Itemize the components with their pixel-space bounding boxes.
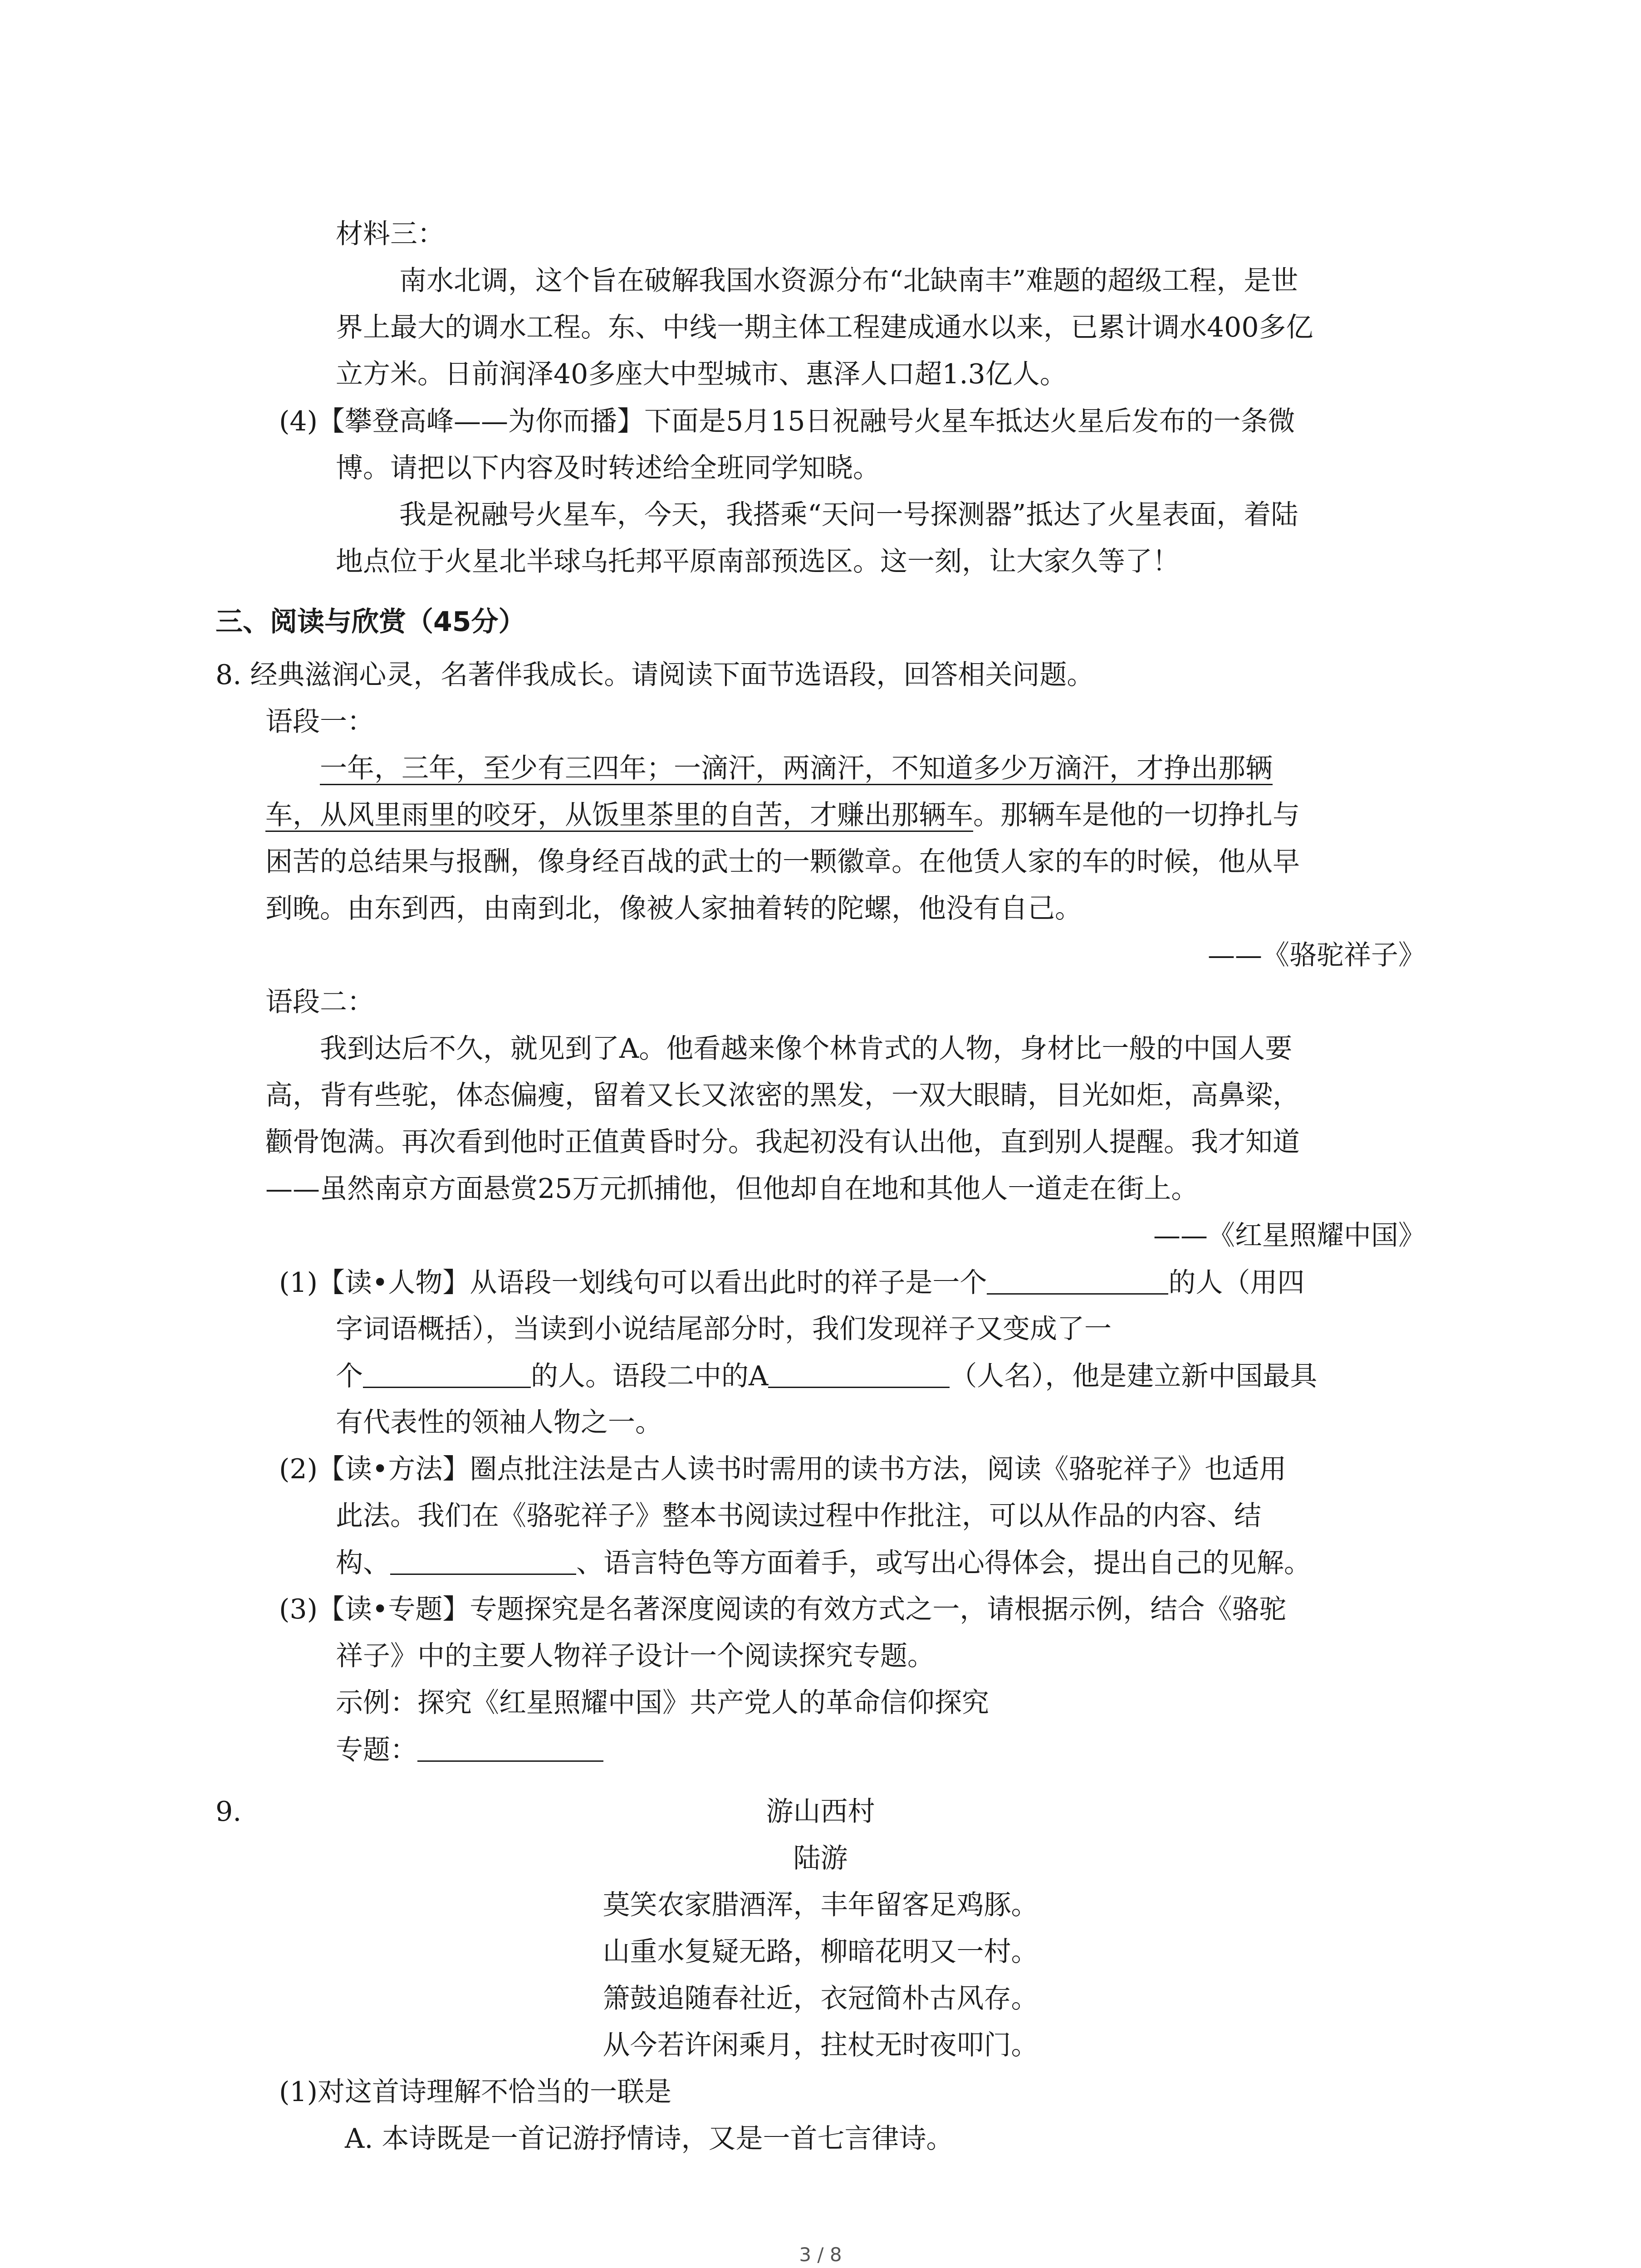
answer-blank-3[interactable] [768,1359,950,1388]
q8-2-line-1: (2)【读•方法】圈点批注法是古人读书时需用的读书方法，阅读《骆驼祥子》也适用 [279,1453,1287,1485]
q8-1-line-4: 有代表性的领袖人物之一。 [336,1407,662,1438]
q8-stem: 8. 经典滋润心灵，名著伴我成长。请阅读下面节选语段，回答相关问题。 [216,659,1094,691]
q8-3-example: 示例：探究《红星照耀中国》共产党人的革命信仰探究 [336,1687,989,1719]
q8-2-line-3 [336,1546,1311,1579]
passage2-source: ——《红星照耀中国》 [1153,1220,1425,1251]
q8-1-line-1 [279,1266,1304,1299]
q8-1-text-a: (1)【读•人物】从语段一划线句可以看出此时的祥子是一个 [279,1267,987,1299]
q9-1-stem: (1)对这首诗理解不恰当的一联是 [279,2076,671,2108]
poem-author: 陆游 [793,1843,848,1874]
passage1-source: ——《骆驼祥子》 [1208,939,1425,971]
poem-line-3: 箫鼓追随春社近，衣冠简朴古风存。 [603,1983,1038,2014]
poem-line-4: 从今若许闲乘月，拄杖无时夜叩门。 [603,2029,1038,2061]
q8-2-line-2: 此法。我们在《骆驼祥子》整本书阅读过程中作批注，可以从作品的内容、结 [336,1500,1261,1532]
material3-line-3: 立方米。日前润泽40多座大中型城市、惠泽人口超1.3亿人。 [336,358,1067,390]
q8-3-line-1: (3)【读•专题】专题探究是名著深度阅读的有效方式之一，请根据示例，结合《骆驼 [279,1593,1287,1625]
passage1-underlined-line-1: 一年，三年，至少有三四年；一滴汗，两滴汗，不知道多少万滴汗，才挣出那辆 [320,753,1273,784]
weibo-line-1: 我是祝融号火星车，今天，我搭乘“天问一号探测器”抵达了火星表面，着陆 [399,499,1298,531]
passage1-underlined-line-2: 车，从风里雨里的咬牙，从饭里茶里的自苦，才赚出那辆车 [265,799,973,831]
poem-line-1: 莫笑农家腊酒浑，丰年留客足鸡豚。 [603,1889,1038,1921]
answer-blank-1[interactable] [987,1266,1168,1295]
answer-blank-2[interactable] [363,1359,531,1388]
weibo-line-2: 地点位于火星北半球乌托邦平原南部预选区。这一刻，让大家久等了！ [336,546,1180,577]
answer-blank-5[interactable] [417,1733,603,1762]
passage1-label: 语段一： [265,706,374,738]
passage2-line-2: 高，背有些驼，体态偏瘦，留着又长又浓密的黑发，一双大眼睛，目光如炬，高鼻梁， [265,1080,1300,1111]
q8-3-line-2: 祥子》中的主要人物祥子设计一个阅读探究专题。 [336,1640,935,1672]
q9-number: 9. [216,1796,242,1828]
material3-heading: 材料三： [336,218,445,250]
passage1-line-3: 困苦的总结果与报酬，像身经百战的武士的一颗徽章。在他赁人家的车的时候，他从早 [265,846,1300,878]
topic-label: 专题： [336,1734,417,1766]
poem-title: 游山西村 [766,1796,875,1828]
q7-4-line-1: (4)【攀登高峰——为你而播】下面是5月15日祝融号火星车抵达火星后发布的一条微 [279,406,1295,437]
q8-1-line-2: 字词语概括），当读到小说结尾部分时，我们发现祥子又变成了一 [336,1313,1112,1345]
q9-option-a: A. 本诗既是一首记游抒情诗，又是一首七言律诗。 [345,2123,954,2155]
material3-line-2: 界上最大的调水工程。东、中线一期主体工程建成通水以来，已累计调水400多亿 [336,312,1313,343]
answer-blank-4[interactable] [390,1546,576,1575]
passage1-line-2-rest: 。那辆车是他的一切挣扎与 [973,799,1300,831]
page-number: 3 / 8 [799,2244,842,2266]
q8-1-text-e: （人名），他是建立新中国最具 [950,1360,1318,1392]
passage2-label: 语段二： [265,986,374,1018]
section-title: 三、阅读与欣赏（45分） [216,606,526,638]
q7-4-line-2: 博。请把以下内容及时转述给全班同学知晓。 [336,452,880,484]
q8-1-text-b: 的人（用四 [1168,1267,1305,1299]
q8-1-text-c: 个 [336,1360,363,1392]
passage2-line-1: 我到达后不久，就见到了A。他看越来像个林肯式的人物，身材比一般的中国人要 [320,1033,1293,1065]
material3-line-1: 南水北调，这个旨在破解我国水资源分布“北缺南丰”难题的超级工程，是世 [399,265,1298,297]
passage1-line-2 [265,799,1300,831]
poem-line-2: 山重水复疑无路，柳暗花明又一村。 [603,1936,1038,1968]
q8-2-text-b: 、语言特色等方面着手，或写出心得体会，提出自己的见解。 [576,1547,1311,1579]
q8-2-text-a: 构、 [336,1547,390,1579]
passage1-line-4: 到晚。由东到西，由南到北，像被人家抽着转的陀螺，他没有自己。 [265,893,1082,924]
q8-1-text-d: 的人。语段二中的A [531,1360,769,1392]
q8-3-topic-line [336,1733,603,1766]
passage2-line-4: ——虽然南京方面悬赏25万元抓捕他，但他却自在地和其他人一道走在街上。 [265,1173,1199,1205]
passage2-line-3: 颧骨饱满。再次看到他时正值黄昏时分。我起初没有认出他，直到别人提醒。我才知道 [265,1126,1300,1158]
q8-1-line-3 [336,1359,1317,1393]
